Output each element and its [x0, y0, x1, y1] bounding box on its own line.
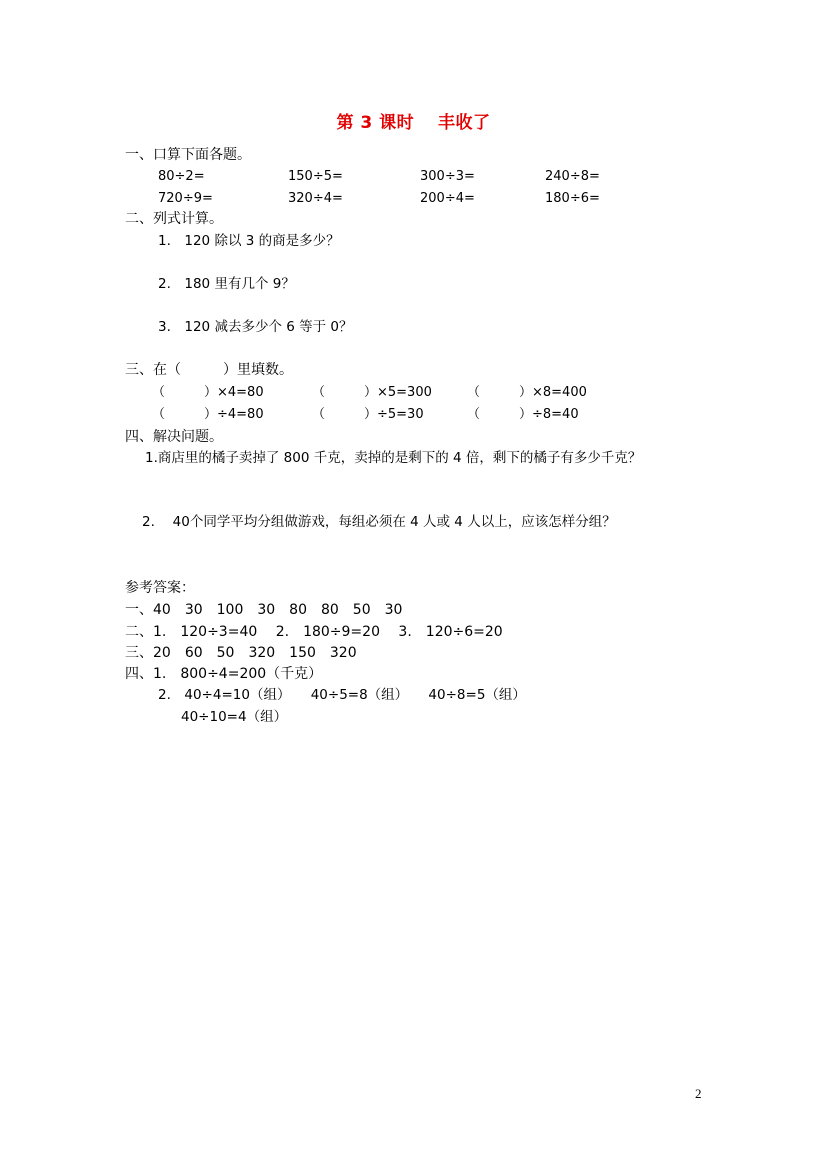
- page-number: 2: [695, 1086, 702, 1101]
- question-item: 3. 120 减去多少个 6 等于 0？: [158, 319, 353, 335]
- fill-blank-item: （ ）×4=80: [152, 385, 264, 400]
- calc-item: 80÷2=: [158, 169, 205, 184]
- answer-line: 三、20 60 50 320 150 320: [125, 645, 357, 661]
- fill-blank-item: （ ）×5=300: [312, 385, 432, 400]
- problem-2: 2. 40个同学平均分组做游戏，每组必须在 4 人或 4 人以上，应该怎样分组？: [142, 514, 616, 530]
- section3-heading: 三、在（ ）里填数。: [125, 362, 293, 378]
- answer-line: 二、1. 120÷3=40 2. 180÷9=20 3. 120÷6=20: [125, 624, 503, 640]
- question-item: 1. 120 除以 3 的商是多少？: [158, 233, 340, 249]
- calc-item: 320÷4=: [288, 191, 343, 206]
- answer-line: 一、40 30 100 30 80 80 50 30: [125, 602, 403, 618]
- calc-item: 300÷3=: [420, 169, 475, 184]
- section1-heading: 一、口算下面各题。: [125, 147, 251, 163]
- calc-item: 240÷8=: [545, 169, 600, 184]
- section2-heading: 二、列式计算。: [125, 211, 223, 227]
- answer-line: 40÷10=4（组）: [181, 709, 288, 725]
- answer-line: 四、1. 800÷4=200（千克）: [125, 666, 323, 682]
- fill-blank-item: （ ）×8=400: [467, 385, 587, 400]
- section4-heading: 四、解决问题。: [125, 429, 223, 445]
- fill-blank-item: （ ）÷5=30: [312, 407, 424, 422]
- fill-blank-item: （ ）÷8=40: [467, 407, 579, 422]
- calc-item: 150÷5=: [288, 169, 343, 184]
- calc-item: 720÷9=: [158, 191, 213, 206]
- fill-blank-item: （ ）÷4=80: [152, 407, 264, 422]
- problem-1: 1.商店里的橘子卖掉了 800 千克，卖掉的是剩下的 4 倍，剩下的橘子有多少千克？: [145, 450, 642, 466]
- calc-item: 200÷4=: [420, 191, 475, 206]
- question-item: 2. 180 里有几个 9？: [158, 276, 295, 292]
- calc-item: 180÷6=: [545, 191, 600, 206]
- answers-heading: 参考答案：: [125, 580, 195, 596]
- page-title: 第 3 课时 丰收了: [336, 113, 491, 133]
- answer-line: 2. 40÷4=10（组） 40÷5=8（组） 40÷8=5（组）: [158, 687, 526, 703]
